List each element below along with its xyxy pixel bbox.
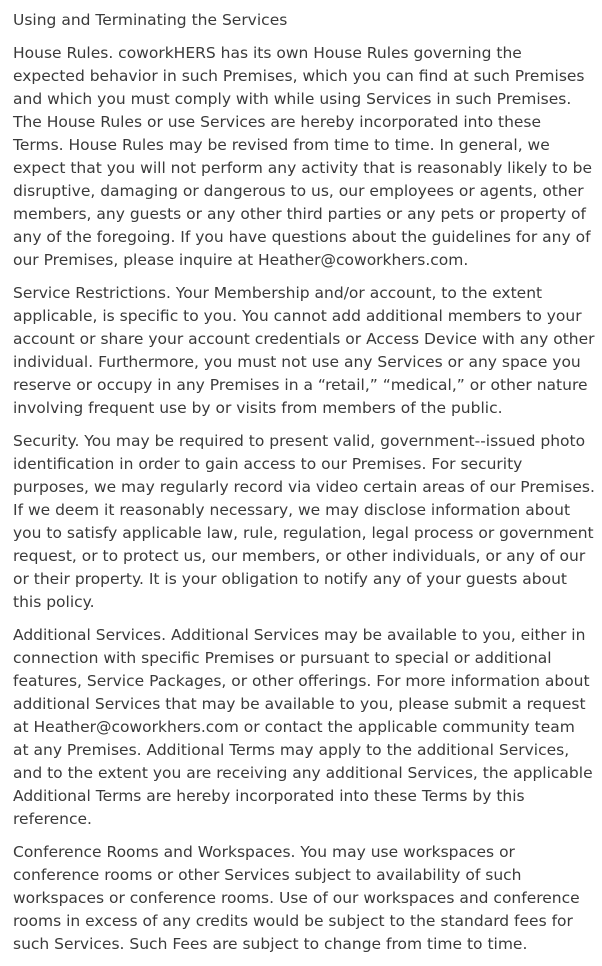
section-heading: Using and Terminating the Services	[13, 11, 288, 29]
paragraph-service-restrictions: Service Restrictions. Your Membership and/or account, to the extent applicable, is specific to you. You cannot add additional members to your account or share your account credentials or Access Device with any other individual. Furthermore, you must not use any Services or any space you reserve or occupy in any Premises in a “retail,” “medical,” or other nature involving frequent use by or visits from members of the public.	[13, 284, 595, 417]
terms-document	[13, 9, 595, 966]
paragraph-security: Security. You may be required to present valid, government--issued photo identification in order to gain access to our Premises. For security purposes, we may regularly record via video certain areas of our Premises. If we deem it reasonably necessary, we may disclose information about you to satisfy applicable law, rule, regulation, legal process or government request, or to protect us, our members, or other individuals, or any of our or their property. It is your obligation to notify any of your guests about this policy.	[13, 432, 595, 611]
paragraph-additional-services: Additional Services. Additional Services may be available to you, either in connection with specific Premises or pursuant to special or additional features, Service Packages, or other offerings. For more information about additional Services that may be available to you, please submit a request at Heather@coworkhers.com or contact the applicable community team at any Premises. Additional Terms may apply to the additional Services, and to the extent you are receiving any additional Services, the applicable Additional Terms are hereby incorporated into these Terms by this reference.	[13, 626, 593, 828]
paragraph-conference-rooms: Conference Rooms and Workspaces. You may use workspaces or conference rooms or other Services subject to availability of such workspaces or conference rooms. Use of our workspaces and conference rooms in excess of any credits would be subject to the standard fees for such Services. Such Fees are subject to change from time to time.	[13, 843, 580, 953]
paragraph-house-rules: House Rules. coworkHERS has its own House Rules governing the expected behavior in such Premises, which you can find at such Premises and which you must comply with while using Services in such Premises. The House Rules or use Services are hereby incorporated into these Terms. House Rules may be revised from time to time. In general, we expect that you will not perform any activity that is reasonably likely to be disruptive, damaging or dangerous to us, our employees or agents, other members, any guests or any other third parties or any pets or property of any of the foregoing. If you have questions about the guidelines for any of our Premises, please inquire at Heather@coworkhers.com.	[13, 44, 593, 269]
